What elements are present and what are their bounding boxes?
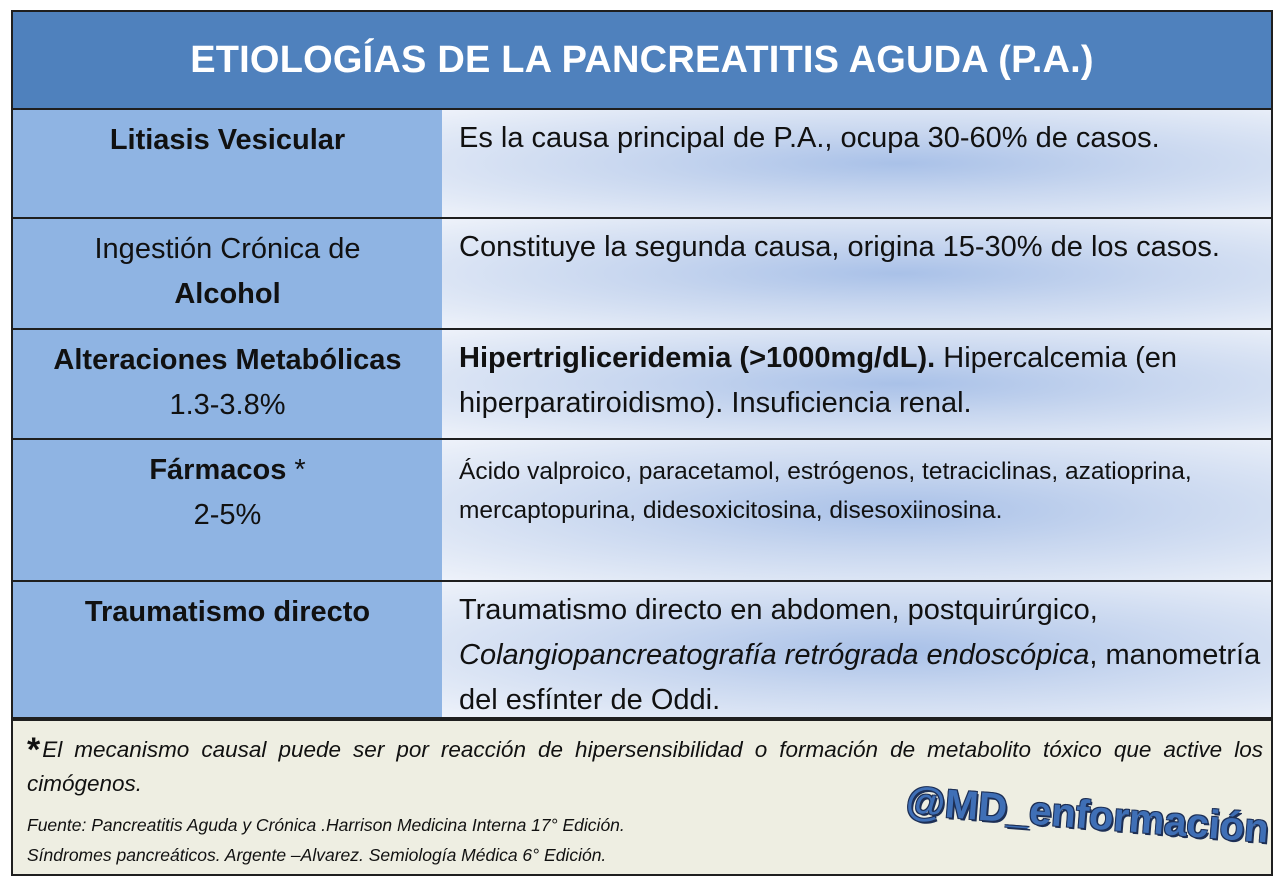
table-row <box>13 582 1271 719</box>
description-cell <box>442 582 1271 717</box>
cause-name: Alcohol <box>174 278 281 310</box>
footnote-area <box>13 719 1271 874</box>
description-text: Ácido valproico, paracetamol, estrógenos, tetraciclinas, azatioprina, mercaptopurina, didesoxicitosina, disesoxiinosina. <box>459 458 1192 524</box>
cause-name: Traumatismo directo <box>84 596 371 628</box>
description-text: Traumatismo directo en abdomen, postquirúrgico, <box>459 594 1098 626</box>
cause-name: Litiasis Vesicular <box>109 124 346 156</box>
description-text: Es la causa principal de P.A., ocupa 30-60% de casos. <box>459 122 1160 154</box>
cause-cell <box>13 110 442 217</box>
table-row <box>13 330 1271 440</box>
source-line-2: Síndromes pancreáticos. Argente –Alvarez. Semiología Médica 6° Edición. <box>27 845 607 865</box>
description-cell <box>442 219 1271 328</box>
table-row <box>13 110 1271 219</box>
description-text: Constituye la segunda causa, origina 15-30% de los casos. <box>459 231 1220 263</box>
etiology-table <box>11 10 1273 876</box>
cause-prefix: Ingestión Crónica de <box>94 233 361 265</box>
description-cell <box>442 330 1271 438</box>
cause-cell <box>13 582 442 717</box>
footnote-marker: * <box>286 454 306 486</box>
asterisk: * <box>27 731 41 769</box>
cause-percent: 2-5% <box>193 499 262 531</box>
cause-name: Fármacos <box>149 454 287 486</box>
author-handle: @MD_enformación <box>904 779 1271 852</box>
footnote-body: El mecanismo causal puede ser por reacción de hipersensibilidad o formación de metabolito tóxico que active los cimógenos. <box>27 737 1263 796</box>
description-cell <box>442 110 1271 217</box>
cause-cell <box>13 440 442 580</box>
description-italic: Colangiopancreatografía retrógrada endoscópica <box>459 639 1090 671</box>
table-title: ETIOLOGÍAS DE LA PANCREATITIS AGUDA (P.A.) <box>13 12 1271 110</box>
description-bold: Hipertrigliceridemia (>1000mg/dL). <box>459 342 936 374</box>
cause-cell <box>13 219 442 328</box>
description-cell <box>442 440 1271 580</box>
description-text: Hipercalcemia (en hiperparatiroidismo). Insuficiencia renal. <box>459 342 1177 419</box>
cause-cell <box>13 330 442 438</box>
source-line-1: Fuente: Pancreatitis Aguda y Crónica .Harrison Medicina Interna 17° Edición. <box>27 815 625 835</box>
cause-name: Alteraciones Metabólicas <box>53 344 402 376</box>
table-row <box>13 219 1271 330</box>
table-row <box>13 440 1271 582</box>
cause-percent: 1.3-3.8% <box>169 389 286 421</box>
footnote-text <box>27 733 1263 801</box>
description-text-end: , manometría del esfínter de Oddi. <box>459 639 1261 716</box>
